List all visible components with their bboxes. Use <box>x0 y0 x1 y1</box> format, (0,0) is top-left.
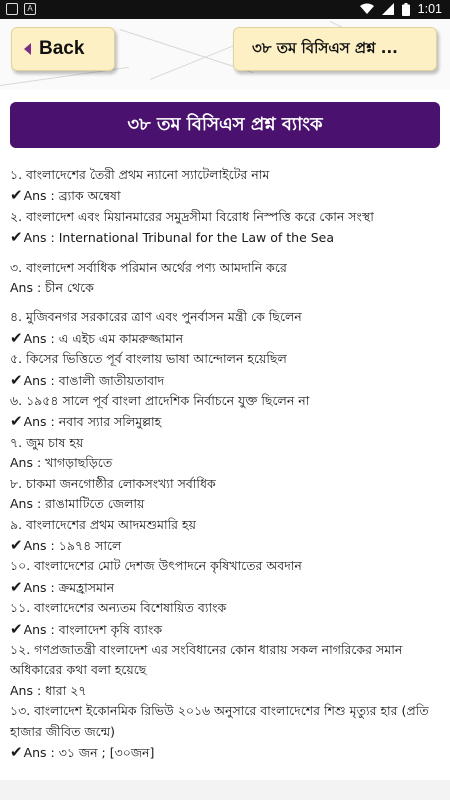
app-icon: A <box>24 3 36 15</box>
answer-text: Ans : ব্র্যাক অন্বেষা <box>23 188 121 204</box>
answer-row <box>10 742 442 763</box>
checkmark-icon: ✔ <box>10 370 23 389</box>
status-time: 1:01 <box>417 2 442 16</box>
wifi-icon <box>360 3 374 15</box>
back-arrow-icon <box>24 43 31 55</box>
question-bank-banner <box>10 102 440 148</box>
answer-text: Ans : রাঙামাটিতে জেলায় <box>10 496 145 512</box>
answer-text: Ans : বাংলাদেশ কৃষি ব্যাংক <box>23 621 163 637</box>
checkmark-icon: ✔ <box>10 228 23 247</box>
answer-text: Ans : ক্রমহ্রাসমান <box>23 579 115 595</box>
answer-row <box>10 411 442 432</box>
answer-text: Ans : নবাব স্যার সলিমুল্লাহ <box>23 414 162 430</box>
answer-row <box>10 453 442 473</box>
question-text: ২. বাংলাদেশ এবং মিয়ানমারের সমুদ্রসীমা বিরোধ নিস্পত্তি করে কোন সংস্থা <box>10 208 374 224</box>
answer-row <box>10 681 442 701</box>
question-text: ৮. চাকমা জনগোষ্ঠীর লোকসংখ্যা সর্বাধিক <box>10 475 216 491</box>
notification-icon <box>6 3 18 15</box>
question-text: ১. বাংলাদেশের তৈরী প্রথম ন্যানো স্যাটেলাইটের নাম <box>10 167 270 182</box>
question-text: ১১. বাংলাদেশের অন্যতম বিশেষায়িত ব্যাংক <box>10 600 227 616</box>
question-text: ১৩. বাংলাদেশ ইকোনমিক রিভিউ ২০১৬ অনুসারে বাংলাদেশের শিশু মৃত্যুর হার (প্রতি হাজার জীবিত জন্মে) <box>10 703 429 739</box>
back-button-label: Back <box>39 38 85 59</box>
answer-row <box>10 278 442 298</box>
checkmark-icon: ✔ <box>10 328 23 347</box>
status-right-icons <box>360 2 442 16</box>
question-text: ৩. বাংলাদেশ সর্বাধিক পরিমান অর্থের পণ্য আমদানি করে <box>10 259 287 275</box>
signal-icon <box>382 3 394 15</box>
question-text: ৪. মুজিবনগর সরকারের ত্রাণ এবং পুনর্বাসন মন্ত্রী কে ছিলেন <box>10 309 302 325</box>
checkmark-icon: ✔ <box>10 742 23 761</box>
answer-text: Ans : ১৯৭৪ সালে <box>23 537 122 553</box>
answer-text: Ans : এ এইচ এম কামরুজ্জামান <box>23 330 184 346</box>
checkmark-icon: ✔ <box>10 186 23 205</box>
answer-text: Ans : International Tribunal for the Law of the Sea <box>23 230 335 246</box>
checkmark-icon: ✔ <box>10 412 23 431</box>
title-button[interactable] <box>233 27 437 71</box>
answer-row <box>10 185 442 206</box>
bottom-bar <box>0 780 450 800</box>
status-bar <box>0 0 450 19</box>
question-text: ১২. গণপ্রজাতন্ত্রী বাংলাদেশ এর সংবিধানের কোন ধারায় সকল নাগরিকের সমান অধিকারের কথা বলা হয়েছে <box>10 641 403 678</box>
answer-text: Ans : ৩১ জন ; [৩০জন] <box>23 744 155 760</box>
answer-row <box>10 494 442 514</box>
question-text: ৫. কিসের ভিত্তিতে পূর্ব বাংলায় ভাষা আন্দোলন হয়েছিল <box>10 351 287 367</box>
answer-text: Ans : ধারা ২৭ <box>10 682 87 698</box>
question-text: ৭. জুম চাষ হয় <box>10 434 84 450</box>
answer-row <box>10 577 442 598</box>
answer-row <box>10 328 442 349</box>
banner-title: ৩৮ তম বিসিএস প্রশ্ন ব্যাংক <box>127 113 323 135</box>
main-content <box>0 90 450 780</box>
back-button[interactable] <box>11 27 115 71</box>
top-toolbar <box>0 19 450 90</box>
qa-list <box>10 165 442 763</box>
answer-row <box>10 619 442 640</box>
checkmark-icon: ✔ <box>10 577 23 596</box>
answer-row <box>10 370 442 391</box>
checkmark-icon: ✔ <box>10 535 23 554</box>
question-text: ৬. ১৯৫৪ সালে পূর্ব বাংলা প্রাদেশিক নির্বাচনে যুক্ত ছিলেন না <box>10 393 310 409</box>
title-button-label: ৩৮ তম বিসিএস প্রশ্ন ... <box>252 38 398 57</box>
battery-icon <box>402 3 410 16</box>
checkmark-icon: ✔ <box>10 619 23 638</box>
answer-text: Ans : চীন থেকে <box>10 280 94 296</box>
answer-text: Ans : বাঙালী জাতীয়তাবাদ <box>23 372 165 388</box>
question-text: ৯. বাংলাদেশের প্রথম আদমশুমারি হয় <box>10 516 196 532</box>
status-left-icons <box>6 3 36 15</box>
question-text: ১০. বাংলাদেশের মোট দেশজ উৎপাদনে কৃষিখাতের অবদান <box>10 558 302 574</box>
answer-text: Ans : খাগড়াছড়িতে <box>10 455 113 471</box>
answer-row <box>10 227 442 248</box>
answer-row <box>10 535 442 556</box>
